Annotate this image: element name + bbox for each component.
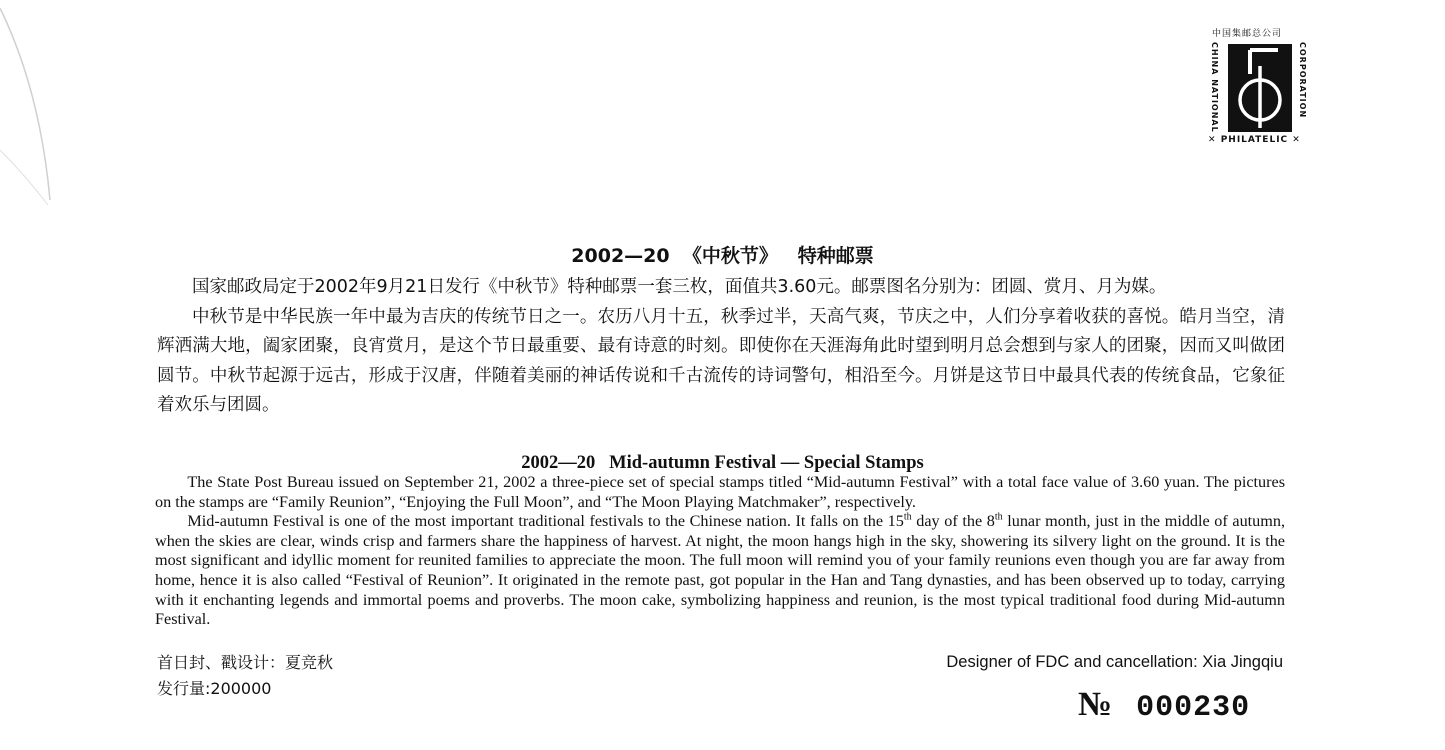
logo-bottom-text: ✕ PHILATELIC ✕	[1208, 135, 1301, 145]
english-description	[155, 473, 1285, 630]
serial-number-value: 000230	[1136, 691, 1251, 725]
serial-number-label: №	[1078, 686, 1113, 723]
designer-credit-chinese: 首日封、戳设计：夏竞秋	[157, 653, 334, 672]
designer-credit-english: Designer of FDC and cancellation: Xia Jingqiu	[946, 653, 1283, 671]
chinese-title: 2002—20 《中秋节》 特种邮票	[571, 245, 874, 267]
english-paragraph-2-part-b: day of the 8	[911, 512, 995, 531]
chinese-paragraph-2: 中秋节是中华民族一年中最为吉庆的传统节日之一。农历八月十五，秋季过半，天高气爽，节庆之中，人们分享着收获的喜悦。皓月当空，清辉洒满大地，阖家团聚，良宵赏月，是这个节日最重要、最有诗意的时刻。即使你在天涯海角此时望到明月总会想到与家人的团聚，因而又叫做团圆节。中秋节起源于远古，形成于汉唐，伴随着美丽的神话传说和千古流传的诗词警句，相沿至今。月饼是这节日中最具代表的传统食品，它象征着欢乐与团圆。	[157, 306, 1285, 415]
superscript-th-1: th	[903, 511, 912, 523]
print-run: 发行量:200000	[157, 679, 272, 698]
logo-emblem-icon	[1228, 44, 1292, 132]
superscript-th-2: th	[994, 511, 1003, 523]
china-philatelic-logo	[1200, 22, 1320, 152]
serial-number	[1078, 686, 1250, 725]
english-paragraph-2-part-a: Mid-autumn Festival is one of the most important traditional festivals to the Chinese nation. It falls on the 15	[187, 512, 904, 531]
logo-right-text: CORPORATION	[1298, 42, 1307, 119]
english-paragraph-2	[155, 512, 1285, 630]
chinese-paragraph-1: 国家邮政局定于2002年9月21日发行《中秋节》特种邮票一套三枚，面值共3.60元。邮票图名分别为：团圆、赏月、月为媒。	[192, 277, 1167, 297]
english-paragraph-1: The State Post Bureau issued on September 21, 2002 a three-piece set of special stamps titled “Mid-autumn Festival” with a total face value of 3.60 yuan. The pictures on the stamps are “Family Reunion”, “Enjoying the Full Moon”, and “The Moon Playing Matchmaker”, respectively.	[155, 473, 1285, 511]
logo-emblem	[1228, 44, 1292, 132]
logo-chinese-text: 中国集邮总公司	[1212, 29, 1283, 39]
chinese-description	[157, 273, 1285, 421]
english-paragraph-2-part-c: lunar month, just in the middle of autumn, when the skies are clear, winds crisp and farmers share the happiness of harvest. At night, the moon hangs high in the sky, showering its silvery light on the ground. It is the most significant and idyllic moment for reunited families to appreciate the moon. The full moon will remind you of your family reunions even though you are far away from home, hence it is also called “Festival of Reunion”. It originated in the remote past, got popular in the Han and Tang dynasties, and has been observed up to today, carrying with it enchanting legends and immortal poems and proverbs. The moon cake, symbolizing happiness and reunion, is the most typical traditional food during Mid-autumn Festival.	[155, 512, 1286, 629]
english-title: 2002—20 Mid-autumn Festival — Special Stamps	[521, 453, 924, 473]
logo-left-text: CHINA NATIONAL	[1210, 42, 1219, 133]
